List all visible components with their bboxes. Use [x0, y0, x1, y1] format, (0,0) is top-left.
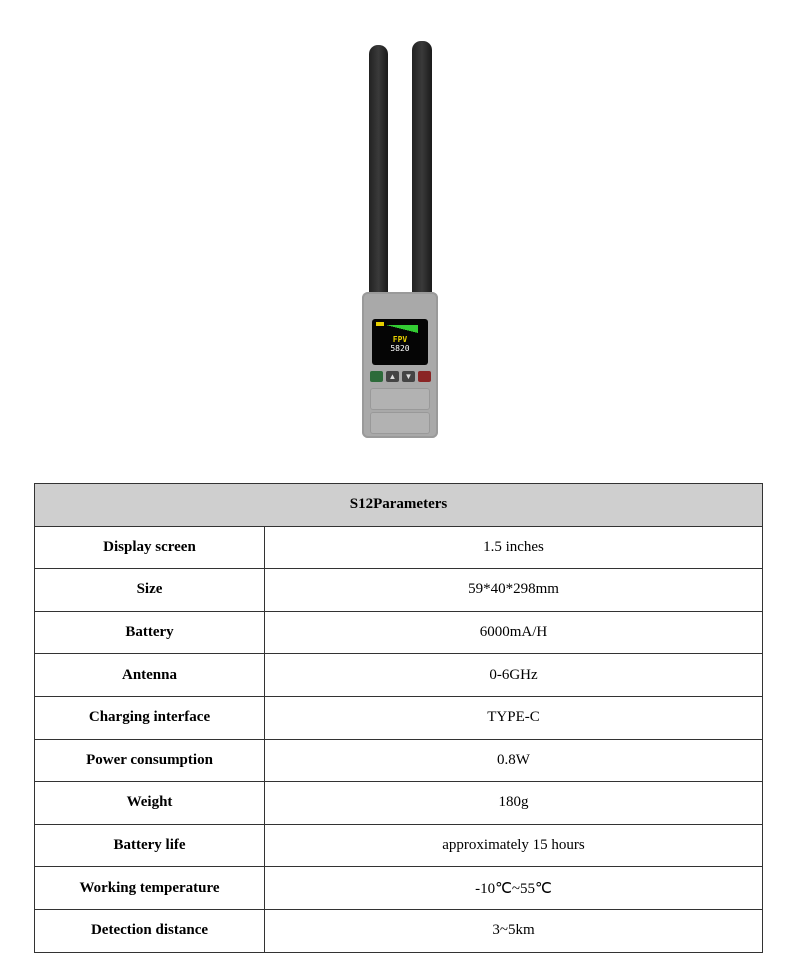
antenna-right	[412, 41, 432, 297]
down-arrow-icon: ▼	[402, 371, 415, 382]
param-value: 180g	[265, 782, 763, 825]
param-label: Charging interface	[35, 696, 265, 739]
param-value: approximately 15 hours	[265, 824, 763, 867]
param-value: 0-6GHz	[265, 654, 763, 697]
param-value: 3~5km	[265, 909, 763, 952]
device-screen	[372, 319, 428, 365]
param-label: Size	[35, 569, 265, 612]
table-row	[35, 782, 763, 825]
param-label: Display screen	[35, 526, 265, 569]
param-label: Battery life	[35, 824, 265, 867]
table-row	[35, 696, 763, 739]
parameters-table	[34, 483, 763, 953]
param-value: 1.5 inches	[265, 526, 763, 569]
param-label: Battery	[35, 611, 265, 654]
device-panel	[370, 388, 430, 410]
screen-frequency: 5820	[390, 344, 410, 353]
screen-mode: FPV	[392, 335, 408, 344]
table-row	[35, 824, 763, 867]
exit-button	[418, 371, 431, 382]
battery-icon	[376, 322, 384, 326]
signal-bar-icon	[386, 325, 418, 333]
antenna-left	[369, 45, 388, 297]
param-value: 59*40*298mm	[265, 569, 763, 612]
up-arrow-icon: ▲	[386, 371, 399, 382]
device-body	[362, 292, 438, 438]
param-label: Weight	[35, 782, 265, 825]
product-image	[0, 0, 794, 460]
table-row	[35, 526, 763, 569]
param-value: 0.8W	[265, 739, 763, 782]
param-value: -10℃~55℃	[265, 867, 763, 910]
param-label: Antenna	[35, 654, 265, 697]
menu-button	[370, 371, 383, 382]
table-row	[35, 739, 763, 782]
table-row	[35, 867, 763, 910]
param-label: Detection distance	[35, 909, 265, 952]
param-value: 6000mA/H	[265, 611, 763, 654]
param-value: TYPE-C	[265, 696, 763, 739]
device-panel	[370, 412, 430, 434]
table-row	[35, 569, 763, 612]
table-row	[35, 654, 763, 697]
table-row	[35, 909, 763, 952]
param-label: Power consumption	[35, 739, 265, 782]
table-row	[35, 611, 763, 654]
param-label: Working temperature	[35, 867, 265, 910]
table-title: S12Parameters	[35, 484, 763, 527]
